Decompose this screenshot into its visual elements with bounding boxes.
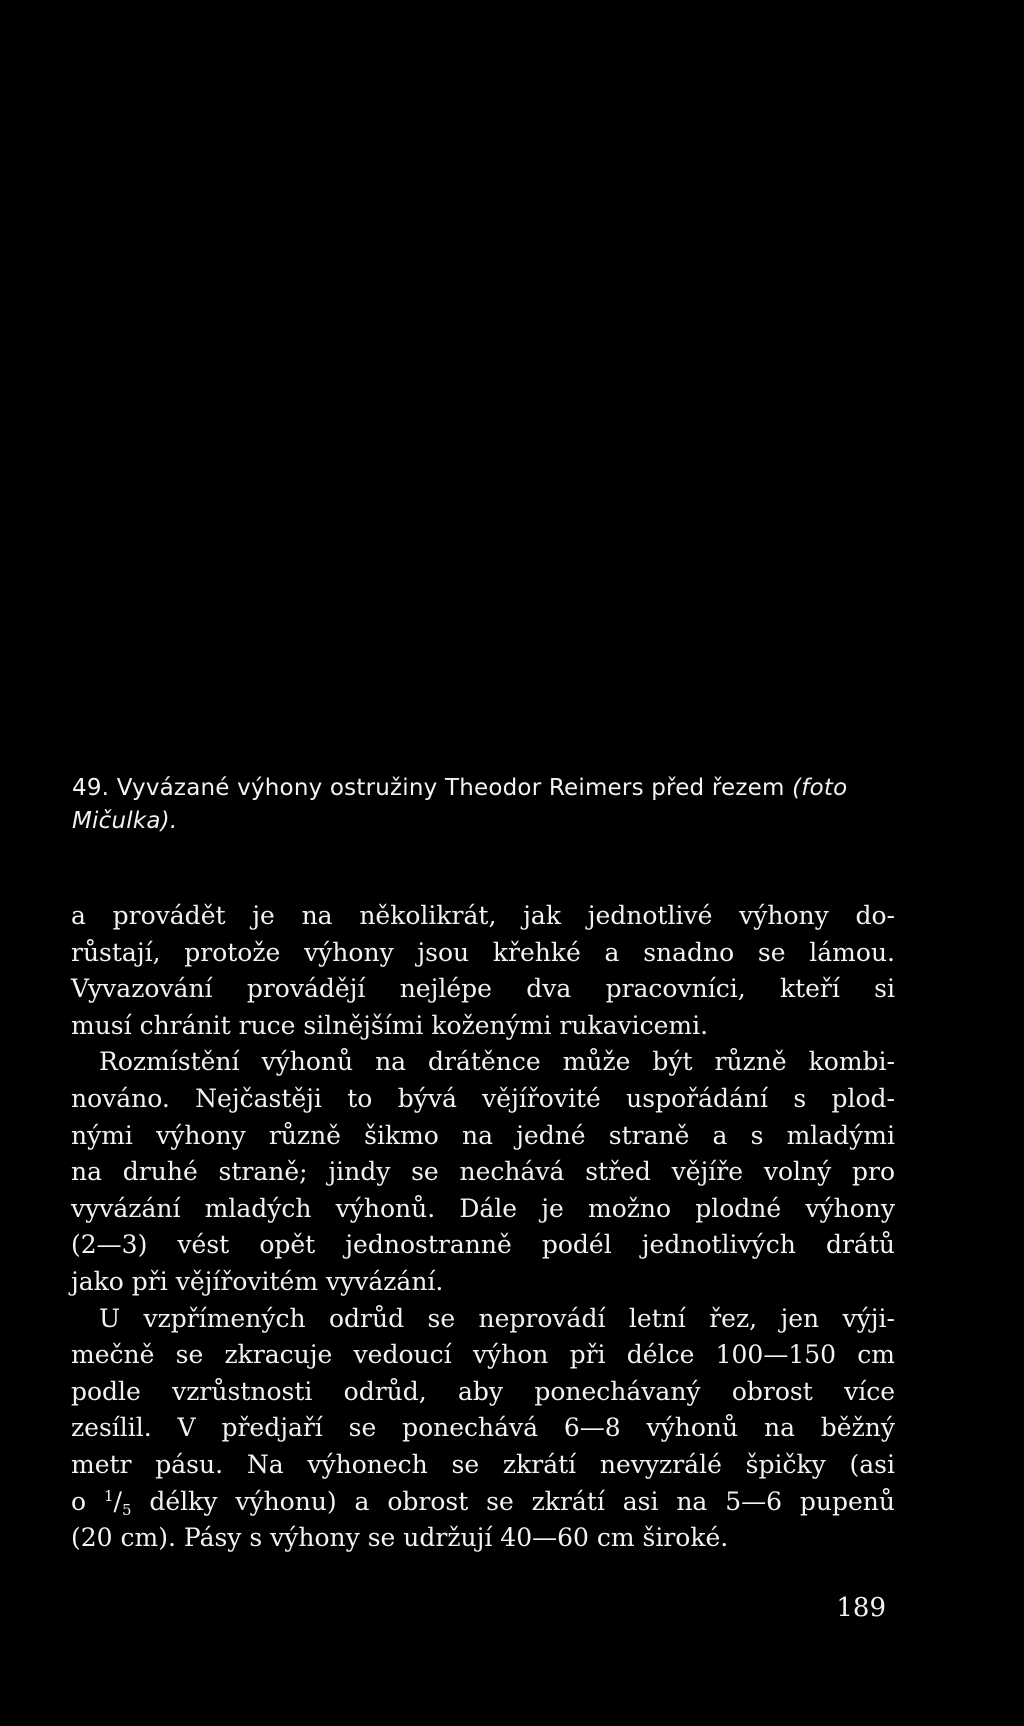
text-line: podle vzrůstnosti odrůd, aby ponechávaný obrost více [71,1376,895,1406]
text-line: Rozmístění výhonů na drátěnce může být různě kombi- [99,1047,895,1077]
fraction-denominator: 5 [121,1500,132,1519]
text-line: mečně se zkracuje vedoucí výhon při délce 100—150 cm [71,1340,895,1370]
fraction-slash: / [113,1486,122,1516]
text-line: musí chránit ruce silnějšími koženými rukavicemi. [71,1010,709,1040]
text-line: a provádět je na několikrát, jak jednotlivé výhony do- [71,901,895,930]
text-line: jako při vějířovitém vyvázání. [71,1266,444,1296]
fraction-numerator: 1 [103,1486,114,1505]
text-line: Vyvazování provádějí nejlépe dva pracovníci, kteří si [71,974,895,1004]
text-line: (2—3) vést opět jednostranně podél jednotlivých drátů [71,1230,895,1260]
text-line: nováno. Nejčastěji to bývá vějířovité uspořádání s plod- [71,1083,895,1113]
caption-credit: (foto Mičulka). [72,775,848,834]
text-line: nými výhony různě šikmo na jedné straně a s mladými [71,1120,895,1150]
fraction-line [71,1484,895,1521]
body-text [71,898,895,1557]
caption-text: Vyvázané výhony ostružiny Theodor Reimers před řezem [116,775,785,801]
figure-caption [72,772,912,838]
photo-area [0,0,1024,750]
text-line: U vzpřímených odrůd se neprovádí letní řez, jen výji- [99,1303,895,1333]
text-line: vyvázání mladých výhonů. Dále je možno plodné výhony [71,1193,895,1223]
text-line: růstají, protože výhony jsou křehké a snadno se lámou. [71,937,895,967]
text-line: zesílil. V předjaří se ponechává 6—8 výhonů na běžný [71,1413,895,1443]
caption-number: 49. [72,775,110,801]
text-line: (20 cm). Pásy s výhony se udržují 40—60 cm široké. [71,1523,729,1553]
text-line: metr pásu. Na výhonech se zkrátí nevyzrálé špičky (asi [71,1449,895,1479]
text-line: na druhé straně; jindy se nechává střed vějíře volný pro [71,1157,895,1187]
page-number: 189 [836,1593,886,1623]
fraction-after: délky výhonu) a obrost se zkrátí asi na 5—6 pupenů [149,1486,896,1516]
fraction-before: o [71,1486,87,1516]
